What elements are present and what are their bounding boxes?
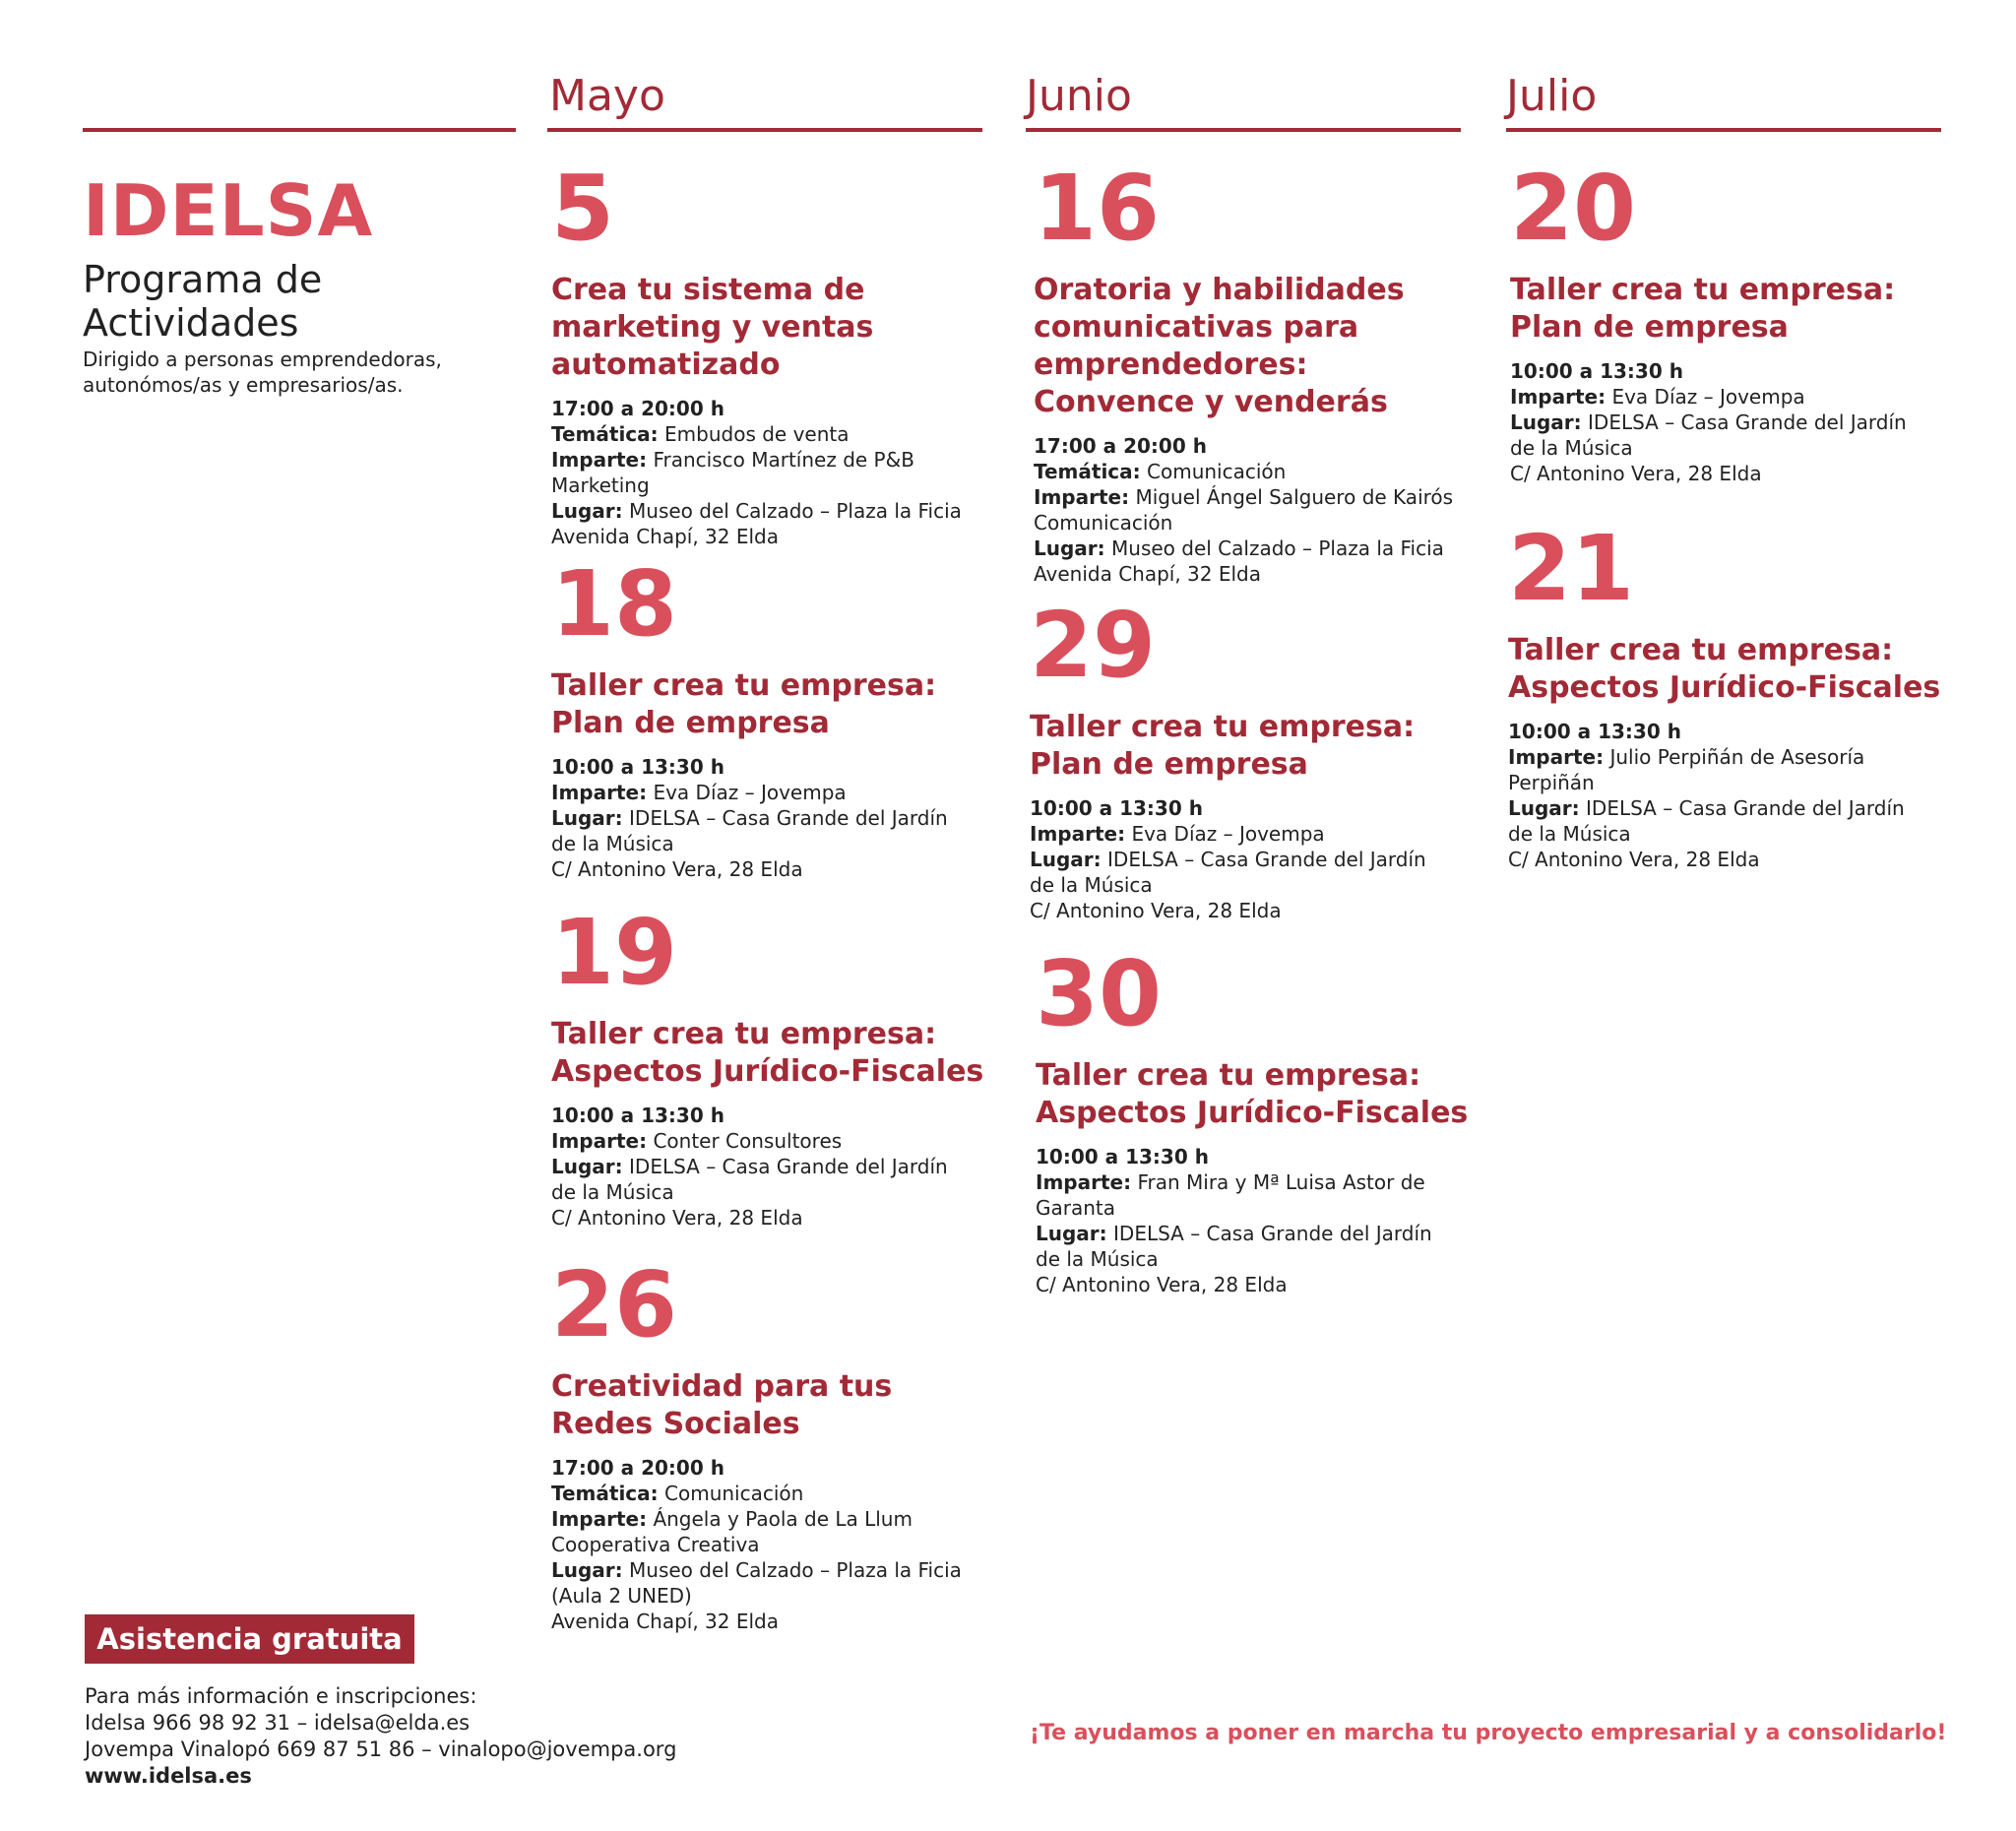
label-imparte: Imparte: (551, 1129, 648, 1153)
title-line: Redes Sociales (551, 1407, 800, 1441)
event-lugar-cont: de la Música (1510, 436, 1633, 460)
event-details (1510, 358, 1973, 486)
event-lugar: IDELSA – Casa Grande del Jardín (629, 806, 948, 830)
event-lugar-cont: de la Música (551, 1180, 674, 1204)
event-lugar-cont: (Aula 2 UNED) (551, 1584, 692, 1608)
event-may-18 (551, 551, 1014, 882)
label-lugar: Lugar: (551, 499, 623, 523)
event-day: 16 (1034, 156, 1161, 261)
event-lugar: Museo del Calzado – Plaza la Ficia (1111, 537, 1444, 560)
event-title (1510, 272, 1973, 347)
event-time: 10:00 a 13:30 h (1508, 720, 1681, 743)
title-line: Taller crea tu empresa: (1036, 1058, 1421, 1093)
event-lugar-cont: de la Música (1030, 873, 1153, 897)
event-may-19 (551, 900, 1014, 1231)
event-day: 20 (1510, 156, 1637, 261)
event-imparte: Conter Consultores (653, 1129, 843, 1153)
event-day: 29 (1030, 593, 1157, 698)
event-jul-20 (1510, 156, 1973, 486)
event-may-26 (551, 1252, 1014, 1634)
event-lugar-cont: C/ Antonino Vera, 28 Elda (1036, 1273, 1288, 1296)
title-line: Taller crea tu empresa: (1030, 710, 1416, 744)
label-lugar: Lugar: (1030, 848, 1102, 871)
event-imparte: Fran Mira y Mª Luisa Astor de (1137, 1170, 1425, 1194)
event-imparte-cont: Marketing (551, 474, 650, 497)
month-junio: Junio (1026, 71, 1132, 121)
contact-info (85, 1683, 676, 1790)
event-lugar: IDELSA – Casa Grande del Jardín (1113, 1222, 1432, 1245)
event-time: 10:00 a 13:30 h (551, 755, 724, 779)
event-imparte-cont: Cooperativa Creativa (551, 1533, 760, 1556)
event-details (551, 1103, 1014, 1231)
event-lugar-cont: de la Música (1036, 1247, 1159, 1271)
title-line: marketing y ventas (551, 310, 874, 345)
label-imparte: Imparte: (1510, 385, 1606, 409)
event-lugar-cont: C/ Antonino Vera, 28 Elda (1510, 462, 1762, 485)
event-details (551, 396, 1014, 549)
event-jun-29 (1030, 593, 1492, 923)
event-imparte: Eva Díaz – Jovempa (653, 781, 847, 804)
contact-line: Jovempa Vinalopó 669 87 51 86 – vinalopo@jovempa.org (85, 1737, 677, 1761)
event-time: 17:00 a 20:00 h (551, 397, 724, 420)
slogan: ¡Te ayudamos a poner en marcha tu proyecto empresarial y a consolidarlo! (1030, 1721, 1947, 1745)
event-imparte-cont: Perpiñán (1508, 771, 1595, 794)
label-imparte: Imparte: (1034, 485, 1130, 509)
event-title (551, 1368, 1014, 1443)
event-day: 26 (551, 1252, 678, 1357)
event-lugar-cont: C/ Antonino Vera, 28 Elda (1030, 899, 1282, 922)
subtitle-line: Actividades (83, 301, 299, 345)
website-link[interactable]: www.idelsa.es (85, 1764, 252, 1788)
event-lugar-cont: C/ Antonino Vera, 28 Elda (551, 1206, 803, 1230)
event-title (551, 1016, 1014, 1091)
label-lugar: Lugar: (551, 806, 623, 830)
title-line: automatizado (551, 347, 781, 382)
event-day: 18 (551, 551, 678, 657)
event-title (1036, 1057, 1498, 1132)
label-lugar: Lugar: (1034, 537, 1105, 560)
event-lugar-cont: Avenida Chapí, 32 Elda (1034, 562, 1262, 586)
event-details (1034, 433, 1496, 587)
title-line: comunicativas para (1034, 310, 1359, 345)
event-title (1508, 632, 1971, 707)
contact-line: Idelsa 966 98 92 31 – idelsa@elda.es (85, 1711, 471, 1735)
event-lugar-cont: de la Música (551, 832, 674, 855)
title-line: Taller crea tu empresa: (551, 668, 937, 703)
label-lugar: Lugar: (551, 1155, 623, 1178)
title-line: Creatividad para tus (551, 1369, 893, 1404)
event-details (1508, 719, 1971, 872)
label-imparte: Imparte: (1036, 1170, 1132, 1194)
event-lugar: Museo del Calzado – Plaza la Ficia (629, 499, 962, 523)
label-tematica: Temática: (1034, 460, 1141, 483)
event-time: 10:00 a 13:30 h (1510, 359, 1683, 383)
event-tematica: Comunicación (1147, 460, 1287, 483)
header-rule-junio (1026, 128, 1461, 132)
title-line: Plan de empresa (1510, 310, 1789, 345)
header-rule-julio (1506, 128, 1941, 132)
event-time: 17:00 a 20:00 h (1034, 434, 1207, 458)
title-line: Taller crea tu empresa: (1508, 633, 1894, 667)
event-jul-21 (1508, 516, 1971, 872)
title-line: Aspectos Jurídico-Fiscales (551, 1054, 984, 1089)
audience-text (83, 347, 442, 398)
label-lugar: Lugar: (1036, 1222, 1107, 1245)
label-tematica: Temática: (551, 422, 659, 446)
event-title (1030, 709, 1492, 784)
event-title (551, 667, 1014, 742)
event-imparte: Francisco Martínez de P&B (653, 448, 914, 472)
title-line: Plan de empresa (551, 706, 830, 740)
title-line: Taller crea tu empresa: (1510, 273, 1896, 307)
event-may-5 (551, 156, 1014, 549)
event-imparte-cont: Garanta (1036, 1196, 1116, 1220)
title-line: Aspectos Jurídico-Fiscales (1508, 670, 1941, 705)
event-day: 19 (551, 900, 678, 1005)
event-lugar-cont: Avenida Chapí, 32 Elda (551, 525, 780, 548)
event-lugar: IDELSA – Casa Grande del Jardín (1588, 410, 1907, 434)
month-julio: Julio (1506, 71, 1598, 121)
event-time: 10:00 a 13:30 h (1030, 796, 1203, 820)
event-title (1034, 272, 1496, 421)
brand-subtitle (83, 258, 322, 345)
title-line: Plan de empresa (1030, 747, 1308, 782)
audience-line: autonómos/as y empresarios/as. (83, 373, 404, 397)
event-imparte: Miguel Ángel Salguero de Kairós (1135, 485, 1454, 509)
event-day: 5 (551, 156, 615, 261)
title-line: Convence y venderás (1034, 385, 1388, 419)
event-imparte: Ángela y Paola de La Llum (653, 1507, 913, 1531)
label-lugar: Lugar: (551, 1558, 623, 1582)
label-imparte: Imparte: (1030, 822, 1126, 846)
title-line: Taller crea tu empresa: (551, 1017, 937, 1051)
header-rule-left (83, 128, 516, 132)
title-line: emprendedores: (1034, 347, 1308, 382)
event-details (1036, 1144, 1498, 1297)
label-imparte: Imparte: (551, 1507, 648, 1531)
label-imparte: Imparte: (551, 781, 648, 804)
event-title (551, 272, 1014, 384)
brand-title: IDELSA (83, 169, 374, 252)
label-imparte: Imparte: (551, 448, 648, 472)
event-lugar: IDELSA – Casa Grande del Jardín (629, 1155, 948, 1178)
event-lugar-cont: C/ Antonino Vera, 28 Elda (551, 857, 803, 881)
event-details (551, 754, 1014, 882)
event-day: 21 (1508, 516, 1635, 621)
event-day: 30 (1036, 941, 1163, 1046)
label-lugar: Lugar: (1508, 796, 1580, 820)
event-jun-30 (1036, 941, 1498, 1297)
event-imparte: Eva Díaz – Jovempa (1131, 822, 1325, 846)
month-mayo: Mayo (549, 71, 665, 121)
event-lugar: Museo del Calzado – Plaza la Ficia (629, 1558, 962, 1582)
label-lugar: Lugar: (1510, 410, 1582, 434)
event-details (551, 1455, 1014, 1634)
event-time: 17:00 a 20:00 h (551, 1456, 724, 1480)
event-time: 10:00 a 13:30 h (1036, 1145, 1209, 1168)
event-lugar: IDELSA – Casa Grande del Jardín (1586, 796, 1905, 820)
event-lugar-cont: C/ Antonino Vera, 28 Elda (1508, 848, 1760, 871)
event-time: 10:00 a 13:30 h (551, 1104, 724, 1127)
event-tematica: Comunicación (664, 1482, 804, 1505)
event-details (1030, 795, 1492, 923)
audience-line: Dirigido a personas emprendedoras, (83, 347, 442, 371)
event-imparte: Eva Díaz – Jovempa (1611, 385, 1805, 409)
free-attendance-badge: Asistencia gratuita (85, 1614, 414, 1664)
event-imparte-cont: Comunicación (1034, 511, 1173, 535)
event-lugar: IDELSA – Casa Grande del Jardín (1107, 848, 1426, 871)
subtitle-line: Programa de (83, 258, 323, 301)
label-imparte: Imparte: (1508, 745, 1605, 769)
title-line: Oratoria y habilidades (1034, 273, 1405, 307)
header-rule-mayo (547, 128, 982, 132)
event-lugar-cont: Avenida Chapí, 32 Elda (551, 1610, 780, 1633)
contact-line: Para más información e inscripciones: (85, 1684, 477, 1708)
event-lugar-cont: de la Música (1508, 822, 1631, 846)
title-line: Crea tu sistema de (551, 273, 865, 307)
event-imparte: Julio Perpiñán de Asesoría (1609, 745, 1865, 769)
event-tematica: Embudos de venta (664, 422, 850, 446)
label-tematica: Temática: (551, 1482, 659, 1505)
title-line: Aspectos Jurídico-Fiscales (1036, 1096, 1469, 1130)
event-jun-16 (1034, 156, 1496, 587)
